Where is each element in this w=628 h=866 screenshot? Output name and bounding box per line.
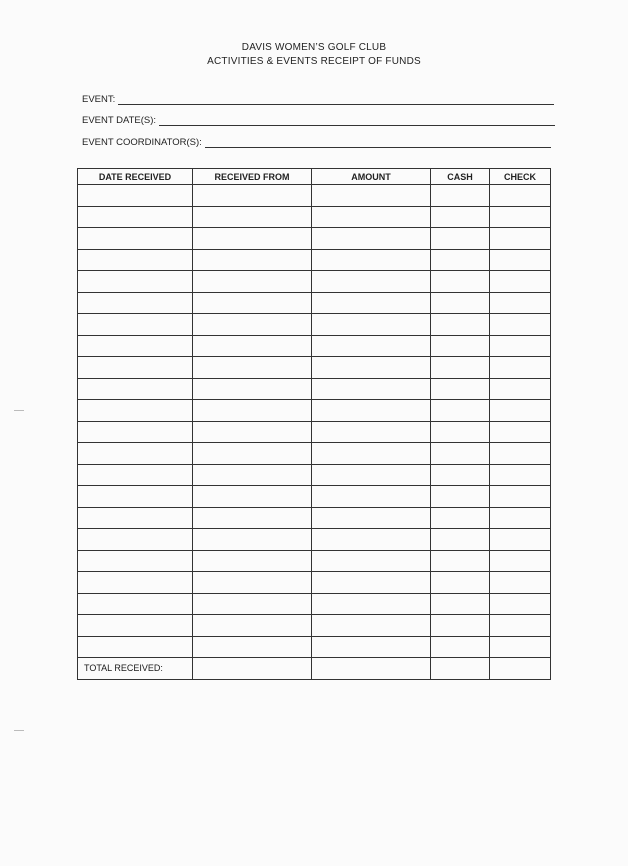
table-cell[interactable] <box>78 292 193 314</box>
table-cell[interactable] <box>490 550 551 572</box>
event-dates-field[interactable] <box>82 115 555 126</box>
table-cell[interactable] <box>431 357 490 379</box>
event-dates-label: EVENT DATE(S): <box>82 115 157 126</box>
table-cell[interactable] <box>490 443 551 465</box>
table-cell[interactable] <box>312 615 431 637</box>
table-cell[interactable] <box>78 400 193 422</box>
table-cell[interactable] <box>193 335 312 357</box>
event-field[interactable] <box>82 94 554 105</box>
table-cell[interactable] <box>193 228 312 250</box>
table-cell[interactable] <box>490 400 551 422</box>
table-cell[interactable] <box>78 529 193 551</box>
table-cell[interactable] <box>490 228 551 250</box>
total-cell[interactable] <box>490 658 551 680</box>
table-cell[interactable] <box>78 249 193 271</box>
table-cell[interactable] <box>431 593 490 615</box>
table-row <box>78 550 551 572</box>
table-cell[interactable] <box>431 249 490 271</box>
table-cell[interactable] <box>312 529 431 551</box>
table-cell[interactable] <box>312 443 431 465</box>
table-cell[interactable] <box>78 593 193 615</box>
table-cell[interactable] <box>490 507 551 529</box>
table-row <box>78 292 551 314</box>
table-row <box>78 421 551 443</box>
event-label: EVENT: <box>82 94 116 105</box>
table-cell[interactable] <box>78 636 193 658</box>
table-cell[interactable] <box>193 357 312 379</box>
table-row <box>78 400 551 422</box>
table-cell[interactable] <box>193 185 312 207</box>
table-cell[interactable] <box>490 636 551 658</box>
table-cell[interactable] <box>193 443 312 465</box>
table-cell[interactable] <box>312 228 431 250</box>
table-cell[interactable] <box>312 421 431 443</box>
table-cell[interactable] <box>78 185 193 207</box>
table-cell[interactable] <box>431 271 490 293</box>
receipt-table <box>77 168 551 680</box>
table-cell[interactable] <box>431 206 490 228</box>
table-cell[interactable] <box>193 271 312 293</box>
table-cell[interactable] <box>78 464 193 486</box>
table-cell[interactable] <box>431 615 490 637</box>
table-row <box>78 206 551 228</box>
table-cell[interactable] <box>490 314 551 336</box>
table-cell[interactable] <box>312 335 431 357</box>
event-line[interactable] <box>118 95 554 105</box>
table-row <box>78 228 551 250</box>
table-cell[interactable] <box>431 572 490 594</box>
table-cell[interactable] <box>312 292 431 314</box>
table-cell[interactable] <box>431 464 490 486</box>
table-cell[interactable] <box>431 292 490 314</box>
table-cell[interactable] <box>312 593 431 615</box>
table-cell[interactable] <box>312 507 431 529</box>
col-amount: AMOUNT <box>312 169 431 185</box>
total-cell[interactable] <box>193 658 312 680</box>
table-cell[interactable] <box>78 421 193 443</box>
table-cell[interactable] <box>312 550 431 572</box>
table-row <box>78 357 551 379</box>
col-date-received: DATE RECEIVED <box>78 169 193 185</box>
event-dates-line[interactable] <box>159 116 555 126</box>
table-row <box>78 572 551 594</box>
table-cell[interactable] <box>490 421 551 443</box>
table-cell[interactable] <box>490 529 551 551</box>
table-row <box>78 185 551 207</box>
table-cell[interactable] <box>490 615 551 637</box>
table-cell[interactable] <box>312 314 431 336</box>
table-cell[interactable] <box>193 529 312 551</box>
table-cell[interactable] <box>431 529 490 551</box>
table-cell[interactable] <box>431 443 490 465</box>
total-cell[interactable] <box>312 658 431 680</box>
table-cell[interactable] <box>193 572 312 594</box>
table-row <box>78 378 551 400</box>
table-cell[interactable] <box>193 593 312 615</box>
table-cell[interactable] <box>193 378 312 400</box>
club-name: DAVIS WOMEN’S GOLF CLUB <box>241 42 387 53</box>
table-cell[interactable] <box>193 464 312 486</box>
table-cell[interactable] <box>193 400 312 422</box>
table-row <box>78 529 551 551</box>
table-cell[interactable] <box>78 507 193 529</box>
table-cell[interactable] <box>78 206 193 228</box>
total-cell[interactable] <box>431 658 490 680</box>
table-cell[interactable] <box>431 486 490 508</box>
table-cell[interactable] <box>312 185 431 207</box>
col-received-from: RECEIVED FROM <box>193 169 312 185</box>
table-row <box>78 507 551 529</box>
table-cell[interactable] <box>490 206 551 228</box>
table-cell[interactable] <box>193 507 312 529</box>
table-cell[interactable] <box>431 507 490 529</box>
table-cell[interactable] <box>312 572 431 594</box>
event-coordinators-label: EVENT COORDINATOR(S): <box>82 137 202 148</box>
table-cell[interactable] <box>431 636 490 658</box>
table-cell[interactable] <box>193 249 312 271</box>
table-cell[interactable] <box>490 335 551 357</box>
total-row <box>78 658 551 680</box>
table-cell[interactable] <box>490 464 551 486</box>
event-coordinators-line[interactable] <box>205 138 551 148</box>
table-header-row <box>78 169 551 185</box>
table-cell[interactable] <box>490 378 551 400</box>
table-row <box>78 335 551 357</box>
table-cell[interactable] <box>78 572 193 594</box>
table-cell[interactable] <box>193 421 312 443</box>
table-cell[interactable] <box>193 314 312 336</box>
table-cell[interactable] <box>312 271 431 293</box>
table-cell[interactable] <box>78 378 193 400</box>
table-cell[interactable] <box>312 378 431 400</box>
table-cell[interactable] <box>431 400 490 422</box>
table-row <box>78 249 551 271</box>
table-cell[interactable] <box>431 314 490 336</box>
table-cell[interactable] <box>78 228 193 250</box>
event-coordinators-field[interactable] <box>82 137 551 148</box>
table-cell[interactable] <box>78 357 193 379</box>
punch-mark <box>14 730 24 731</box>
table-cell[interactable] <box>312 486 431 508</box>
table-cell[interactable] <box>312 636 431 658</box>
table-cell[interactable] <box>193 550 312 572</box>
table-cell[interactable] <box>312 400 431 422</box>
table-row <box>78 615 551 637</box>
table-cell[interactable] <box>312 464 431 486</box>
table-cell[interactable] <box>193 292 312 314</box>
table-row <box>78 271 551 293</box>
table-cell[interactable] <box>312 249 431 271</box>
table-cell[interactable] <box>312 206 431 228</box>
table-cell[interactable] <box>193 206 312 228</box>
table-cell[interactable] <box>78 271 193 293</box>
table-cell[interactable] <box>490 249 551 271</box>
table-cell[interactable] <box>431 550 490 572</box>
table-row <box>78 443 551 465</box>
table-row <box>78 593 551 615</box>
col-cash: CASH <box>431 169 490 185</box>
col-check: CHECK <box>490 169 551 185</box>
form-title: ACTIVITIES & EVENTS RECEIPT OF FUNDS <box>207 56 421 67</box>
table-cell[interactable] <box>312 357 431 379</box>
table-row <box>78 314 551 336</box>
table-cell[interactable] <box>78 615 193 637</box>
table-cell[interactable] <box>78 486 193 508</box>
table-row <box>78 636 551 658</box>
table-cell[interactable] <box>431 185 490 207</box>
table-cell[interactable] <box>431 421 490 443</box>
table-cell[interactable] <box>490 185 551 207</box>
table-cell[interactable] <box>78 443 193 465</box>
total-label: TOTAL RECEIVED: <box>78 658 193 680</box>
table-cell[interactable] <box>490 271 551 293</box>
table-cell[interactable] <box>490 486 551 508</box>
table-cell[interactable] <box>78 314 193 336</box>
table-cell[interactable] <box>490 292 551 314</box>
table-cell[interactable] <box>193 636 312 658</box>
table-cell[interactable] <box>78 335 193 357</box>
table-cell[interactable] <box>193 486 312 508</box>
table-cell[interactable] <box>431 335 490 357</box>
table-cell[interactable] <box>490 572 551 594</box>
table-cell[interactable] <box>431 228 490 250</box>
table-row <box>78 486 551 508</box>
punch-mark <box>14 410 24 411</box>
table-cell[interactable] <box>490 593 551 615</box>
table-cell[interactable] <box>78 550 193 572</box>
table-cell[interactable] <box>431 378 490 400</box>
table-row <box>78 464 551 486</box>
table-cell[interactable] <box>490 357 551 379</box>
table-cell[interactable] <box>193 615 312 637</box>
